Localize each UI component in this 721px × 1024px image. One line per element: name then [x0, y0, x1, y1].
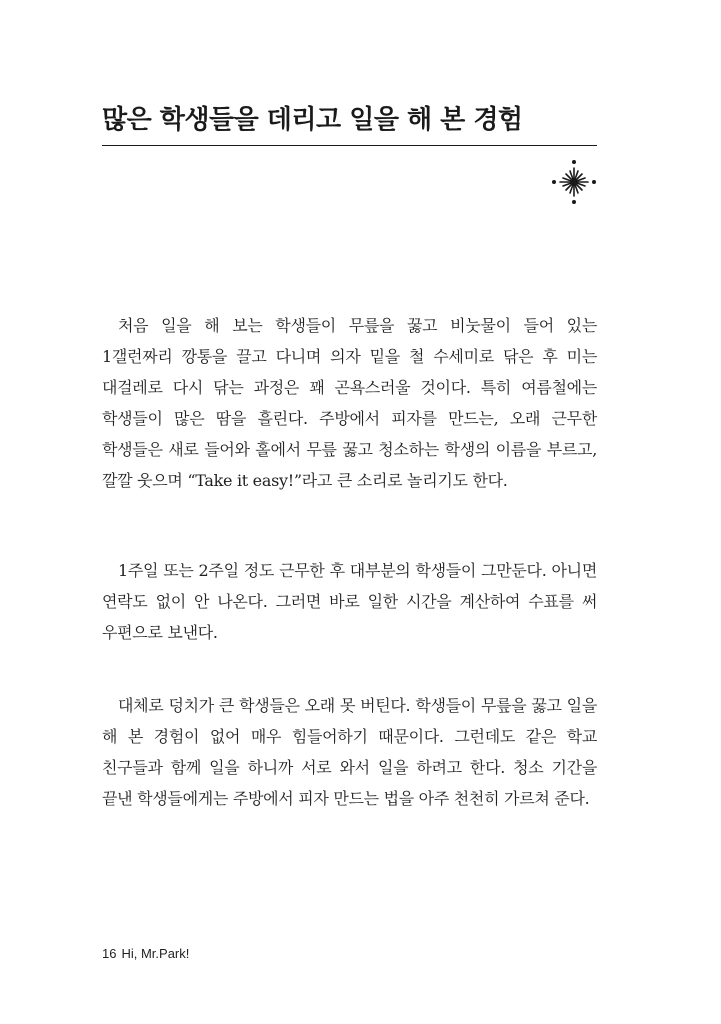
running-book-title: Hi, Mr.Park!: [121, 946, 190, 961]
body-paragraph-1: 처음 일을 해 보는 학생들이 무릎을 꿇고 비눗물이 들어 있는 1갤런짜리 깡통을 끌고 다니며 의자 밑을 철 수세미로 닦은 후 미는 대걸레로 다시 닦는 과정은 꽤 곤욕스러울 것이다. 특히 여름철에는 학생들이 많은 땀을 흘린다. 주방에서 피자를 만드는, 오래 근무한 학생들은 새로 들어와 홀에서 무릎 꿇고 청소하는 학생의 이름을 부르고, 깔깔 웃으며 “Take it easy!”라고 큰 소리로 놀리기도 한다.: [102, 316, 597, 490]
body-paragraph-3: 대체로 덩치가 큰 학생들은 오래 못 버틴다. 학생들이 무릎을 꿇고 일을 해 본 경험이 없어 매우 힘들어하기 때문이다. 그런데도 같은 학교 친구들과 함께 일을 하니까 서로 와서 일을 하려고 한다. 청소 기간을 끝낸 학생들에게는 주방에서 피자 만드는 법을 아주 천천히 가르쳐 준다.: [102, 696, 597, 808]
page-footer: [102, 946, 189, 962]
sparkle-star-icon: [551, 159, 597, 205]
page-number: 16: [102, 946, 117, 961]
body-paragraph-2: 1주일 또는 2주일 정도 근무한 후 대부분의 학생들이 그만둔다. 아니면 연락도 없이 안 나온다. 그러면 바로 일한 시간을 계산하여 수표를 써 우편으로 보낸다.: [102, 561, 597, 642]
chapter-title: 많은 학생들을 데리고 일을 해 본 경험: [102, 105, 523, 135]
title-divider: [102, 145, 597, 146]
